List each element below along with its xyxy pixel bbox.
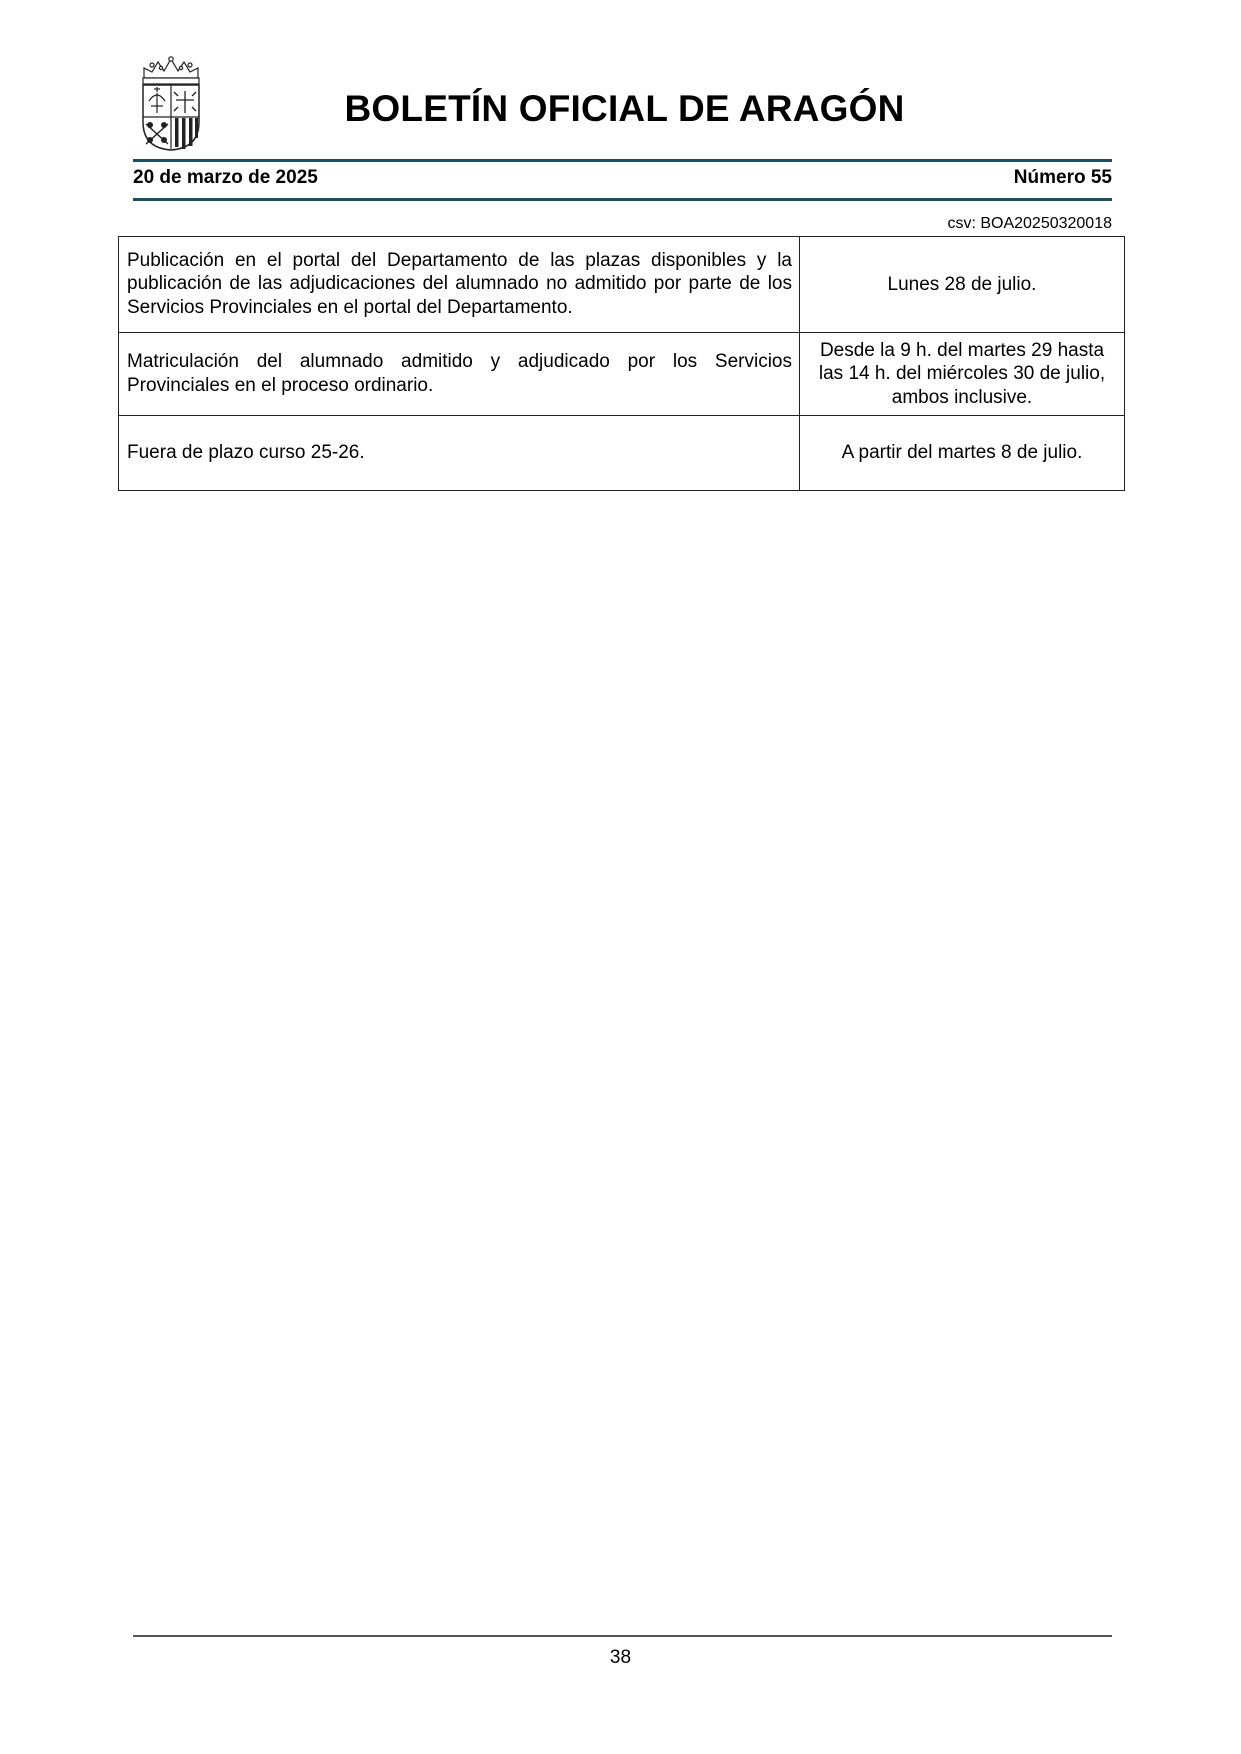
table-row [119, 237, 1125, 333]
page-title: BOLETÍN OFICIAL DE ARAGÓN [344, 88, 905, 129]
page-number: 38 [609, 1647, 632, 1668]
csv-code: csv: BOA20250320018 [947, 215, 1112, 232]
activity-cell: Fuera de plazo curso 25-26. [119, 416, 800, 491]
footer-rule [133, 1635, 1112, 1637]
date-cell: A partir del martes 8 de julio. [800, 416, 1125, 491]
date-cell: Lunes 28 de julio. [800, 237, 1125, 333]
header-bottom-rule [133, 198, 1112, 201]
schedule-table [118, 236, 1125, 491]
table-row [119, 416, 1125, 491]
bulletin-date: 20 de marzo de 2025 [133, 167, 318, 188]
activity-cell: Publicación en el portal del Departamento de las plazas disponibles y la publicación de las adjudicaciones del alumnado no admitido por parte de los Servicios Provinciales en el portal del Departamento. [119, 237, 800, 333]
table-row [119, 333, 1125, 416]
date-cell: Desde la 9 h. del martes 29 hasta las 14 h. del miércoles 30 de julio, ambos inclusive. [800, 333, 1125, 416]
issue-number: Número 55 [1013, 167, 1112, 188]
header-top-rule [133, 159, 1112, 162]
activity-cell: Matriculación del alumnado admitido y adjudicado por los Servicios Provinciales en el proceso ordinario. [119, 333, 800, 416]
